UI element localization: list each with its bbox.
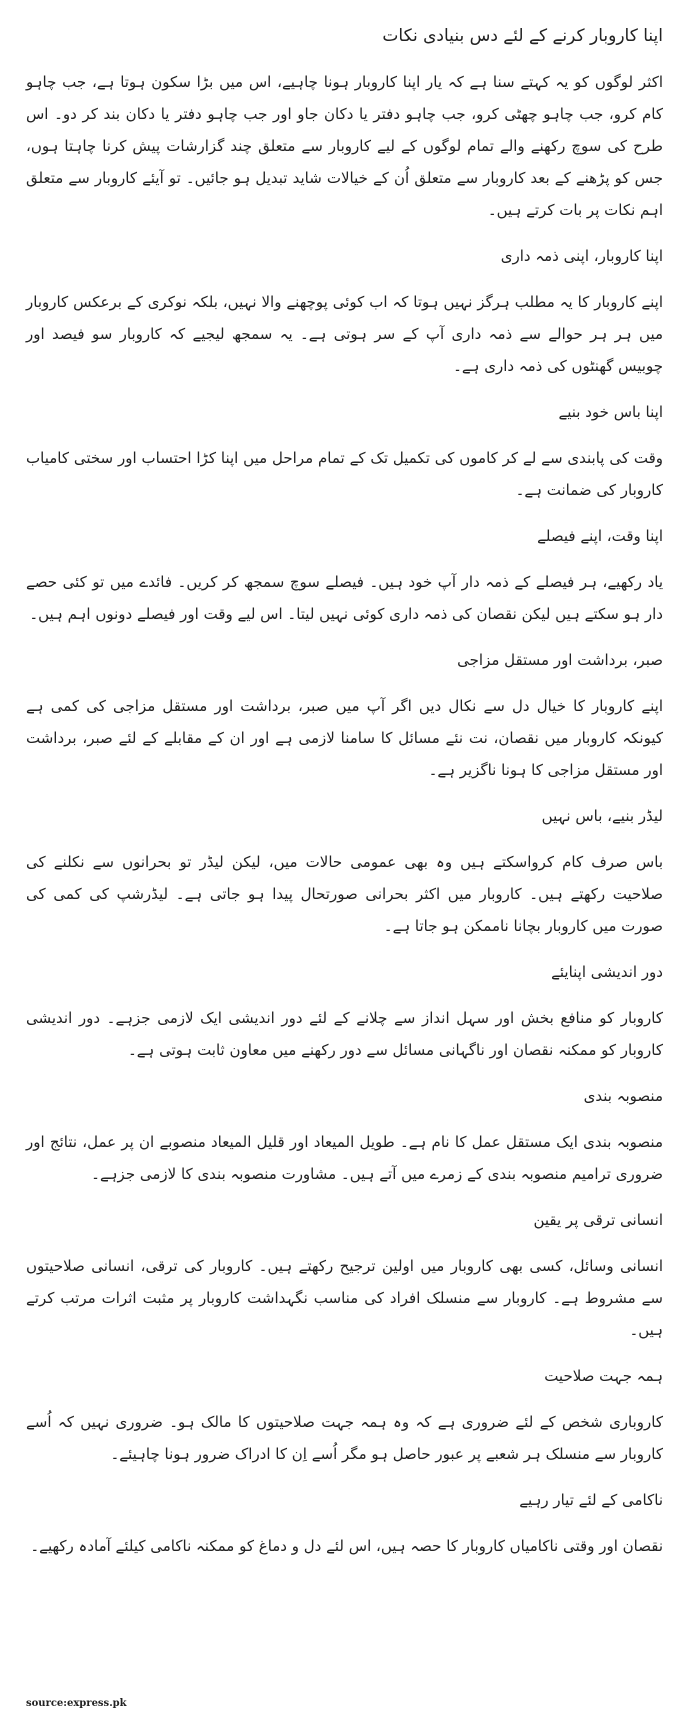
section-heading-planning: منصوبہ بندی: [583, 1087, 663, 1105]
section-heading-human-development: انسانی ترقی پر یقین: [533, 1211, 663, 1229]
section-body-leadership: باس صرف کام کرواسکتے ہیں وہ بھی عمومی حالات میں، لیکن لیڈر تو بحرانوں سے نکلنے کی صلاحیت رکھتے ہیں۔ کاروبار میں اکثر بحرانی صورتحال پیدا ہو جاتی ہے۔ لیڈرشپ کی کمی کی صورت میں کاروبار بچانا ناممکن ہو جاتا ہے۔: [26, 853, 663, 935]
section-heading-time-decisions: اپنا وقت، اپنے فیصلے: [537, 527, 663, 545]
section-body-human-development: انسانی وسائل، کسی بھی کاروبار میں اولین ترجیح رکھتے ہیں۔ کاروبار کی ترقی، انسانی صلاحیتوں سے مشروط ہے۔ کاروبار سے منسلک افراد کی مناسب نگہداشت کاروبار پر مثبت اثرات مرتب کرتے ہیں۔: [26, 1257, 663, 1339]
section-body-patience: اپنے کاروبار کا خیال دل سے نکال دیں اگر آپ میں صبر، برداشت اور مستقل مزاجی کی کمی ہے کیونکہ کاروبار میں نقصان، نت نئے مسائل کا سامنا لازمی ہے اور ان کے مقابلے کے لئے صبر، برداشت اور مستقل مزاجی کا ہونا ناگزیر ہے۔: [26, 697, 663, 779]
section-heading-patience: صبر، برداشت اور مستقل مزاجی: [457, 651, 663, 669]
section-body-time-decisions: یاد رکھیے، ہر فیصلے کے ذمہ دار آپ خود ہیں۔ فیصلے سوچ سمجھ کر کریں۔ فائدے میں تو کئی حصے دار ہو سکتے ہیں لیکن نقصان کی ذمہ داری کوئی نہیں لیتا۔ اس لیے وقت اور فیصلے دونوں اہم ہیں۔: [26, 573, 663, 623]
section-body-responsibility: اپنے کاروبار کا یہ مطلب ہرگز نہیں ہوتا کہ اب کوئی پوچھنے والا نہیں، بلکہ نوکری کے برعکس کاروبار میں ہر ہر حوالے سے ذمہ داری آپ کے سر ہوتی ہے۔ یہ سمجھ لیجیے کہ کاروبار سو فیصد اور چوبیس گھنٹوں کی ذمہ داری ہے۔: [26, 293, 663, 375]
section-body-own-boss: وقت کی پابندی سے لے کر کاموں کی تکمیل تک کے تمام مراحل میں اپنا کڑا احتساب اور سختی کامیاب کاروبار کی ضمانت ہے۔: [26, 449, 663, 499]
section-heading-responsibility: اپنا کاروبار، اپنی ذمہ داری: [500, 247, 663, 265]
section-heading-leadership: لیڈر بنیے، باس نہیں: [541, 807, 663, 825]
source-credit: source:express.pk: [26, 1698, 127, 1709]
section-heading-versatility: ہمہ جہت صلاحیت: [544, 1367, 663, 1385]
section-body-planning: منصوبہ بندی ایک مستقل عمل کا نام ہے۔ طویل المیعاد اور قلیل المیعاد منصوبے ان پر عمل، نتائج اور ضروری ترامیم منصوبہ بندی کے زمرے میں آتے ہیں۔ مشاورت منصوبہ بندی کا لازمی جزہے۔: [26, 1133, 663, 1183]
section-body-versatility: کاروباری شخص کے لئے ضروری ہے کہ وہ ہمہ جہت صلاحیتوں کا مالک ہو۔ ضروری نہیں کہ اُسے کاروبار سے منسلک ہر شعبے پر عبور حاصل ہو مگر اُسے اِن کا ادراک ضرور ہونا چاہیئے۔: [26, 1413, 663, 1463]
section-body-failure: نقصان اور وقتی ناکامیاں کاروبار کا حصہ ہیں، اس لئے دل و دماغ کو ممکنہ ناکامی کیلئے آمادہ رکھیے۔: [30, 1537, 663, 1555]
section-body-foresight: کاروبار کو منافع بخش اور سہل انداز سے چلانے کے لئے دور اندیشی ایک لازمی جزہے۔ دور اندیشی کاروبار کو ممکنہ نقصان اور ناگہانی مسائل سے دور رکھنے میں معاون ثابت ہوتی ہے۔: [26, 1009, 663, 1059]
intro-paragraph: اکثر لوگوں کو یہ کہتے سنا ہے کہ یار اپنا کاروبار ہونا چاہیے، اس میں بڑا سکون ہوتا ہے، جب چاہو کام کرو، جب چاہو چھٹی کرو، جب چاہو دفتر یا دکان جاو اور جب چاہو دفتر یا دکان بند کر دو۔ اس طرح کی سوچ رکھنے والے تمام لوگوں کے لیے کاروبار سے متعلق چند گزارشات پیش کرنا چاہتا ہوں، جس کو پڑھنے کے بعد کاروبار سے متعلق اُن کے خیالات شاید تبدیل ہو جائیں۔ تو آیئے کاروبار سے متعلق اہم نکات پر بات کرتے ہیں۔: [26, 73, 663, 219]
section-heading-foresight: دور اندیشی اپنایئے: [551, 963, 663, 981]
section-heading-failure: ناکامی کے لئے تیار رہیے: [519, 1491, 663, 1509]
section-heading-own-boss: اپنا باس خود بنیے: [558, 403, 663, 421]
article-title: اپنا کاروبار کرنے کے لئے دس بنیادی نکات: [382, 26, 663, 46]
